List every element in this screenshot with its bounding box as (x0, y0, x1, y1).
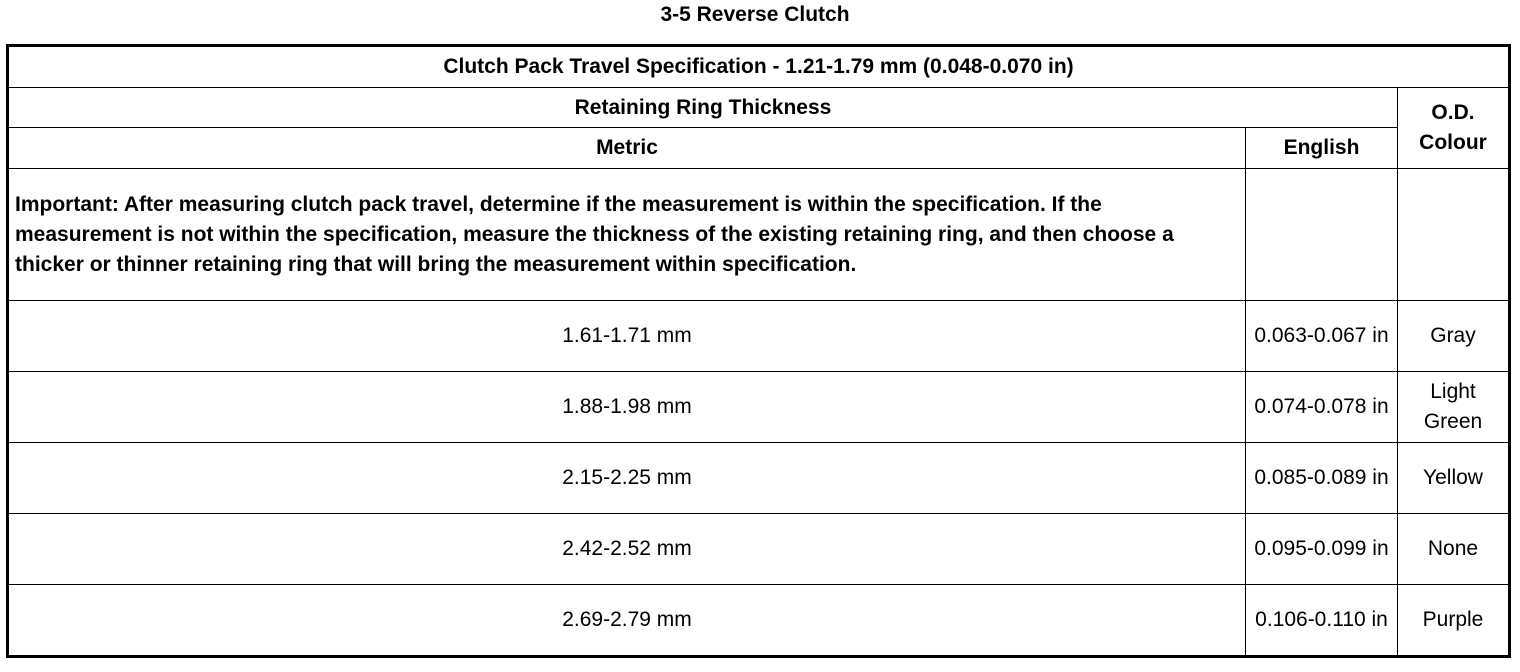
spec-header: Clutch Pack Travel Specification - 1.21-1.79 mm (0.048-0.070 in) (8, 46, 1510, 88)
english-cell: 0.074-0.078 in (1246, 372, 1398, 443)
table-row (8, 585, 1510, 657)
note-english-empty (1246, 169, 1398, 301)
spec-header-row (8, 46, 1510, 88)
note-colour-empty (1398, 169, 1510, 301)
english-header: English (1246, 128, 1398, 169)
metric-header: Metric (8, 128, 1246, 169)
table-row (8, 443, 1510, 514)
metric-cell: 1.88-1.98 mm (8, 372, 1246, 443)
table-row (8, 301, 1510, 372)
metric-cell: 2.15-2.25 mm (8, 443, 1246, 514)
colour-cell: Purple (1398, 585, 1510, 657)
important-note: Important: After measuring clutch pack travel, determine if the measurement is within the specification. If the measurement is not within the specification, measure the thickness of the existing retaining ring, and then choose a thicker or thinner retaining ring that will bring the measurement within specification. (8, 169, 1246, 301)
colour-cell: None (1398, 514, 1510, 585)
colour-cell: Light Green (1398, 372, 1510, 443)
english-cell: 0.095-0.099 in (1246, 514, 1398, 585)
retaining-ring-thickness-header: Retaining Ring Thickness (8, 88, 1398, 128)
metric-cell: 2.42-2.52 mm (8, 514, 1246, 585)
colour-cell: Gray (1398, 301, 1510, 372)
unit-header-row (8, 128, 1510, 169)
page-title: 3-5 Reverse Clutch (660, 3, 850, 26)
english-cell: 0.085-0.089 in (1246, 443, 1398, 514)
table-row (8, 372, 1510, 443)
english-cell: 0.063-0.067 in (1246, 301, 1398, 372)
metric-cell: 1.61-1.71 mm (8, 301, 1246, 372)
group-header-row (8, 88, 1510, 128)
english-cell: 0.106-0.110 in (1246, 585, 1398, 657)
table-row (8, 514, 1510, 585)
metric-cell: 2.69-2.79 mm (8, 585, 1246, 657)
note-row (8, 169, 1510, 301)
colour-cell: Yellow (1398, 443, 1510, 514)
retaining-ring-table (6, 44, 1511, 658)
od-colour-header: O.D. Colour (1398, 88, 1510, 169)
